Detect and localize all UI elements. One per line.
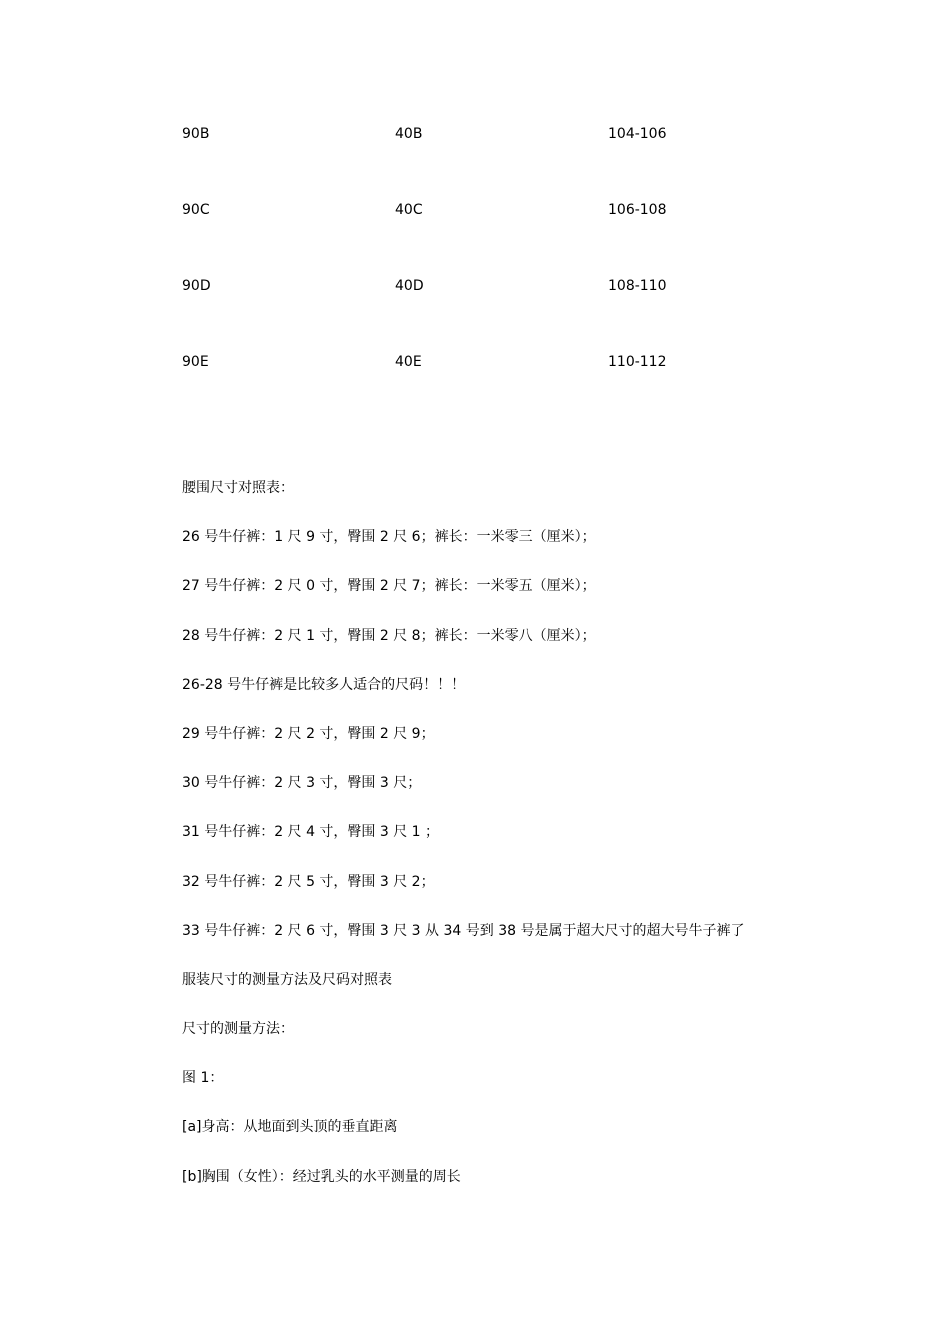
text-line: [a]身高：从地面到头顶的垂直距离 [182, 1119, 398, 1136]
table-cell: 106-108 [608, 202, 667, 218]
table-row [182, 201, 742, 277]
section-heading-measurement: 服装尺寸的测量方法及尺码对照表 [182, 971, 392, 988]
table-cell: 40B [395, 126, 423, 142]
text-line: 29 号牛仔裤：2 尺 2 寸，臀围 2 尺 9； [182, 725, 435, 742]
table-cell: 104-106 [608, 126, 667, 142]
text-line: 33 号牛仔裤：2 尺 6 寸，臀围 3 尺 3 从 34 号到 38 号是属于超大尺寸的超大号牛子裤了 [182, 922, 745, 939]
table-cell: 90C [182, 202, 210, 218]
figure-label: 图 1： [182, 1070, 224, 1087]
table-cell: 40C [395, 202, 423, 218]
text-line: 27 号牛仔裤：2 尺 0 寸，臀围 2 尺 7；裤长：一米零五（厘米）； [182, 578, 596, 595]
table-cell: 40D [395, 278, 424, 294]
text-line: 31 号牛仔裤：2 尺 4 寸，臀围 3 尺 1 ； [182, 824, 440, 841]
text-line: 32 号牛仔裤：2 尺 5 寸，臀围 3 尺 2； [182, 873, 435, 890]
table-cell: 108-110 [608, 278, 667, 294]
document-body [182, 479, 802, 1217]
text-line: 尺寸的测量方法： [182, 1021, 294, 1038]
table-row [182, 353, 742, 429]
text-line: 26 号牛仔裤：1 尺 9 寸，臀围 2 尺 6；裤长：一米零三（厘米）； [182, 529, 596, 546]
table-row [182, 125, 742, 201]
text-line: 30 号牛仔裤：2 尺 3 寸，臀围 3 尺； [182, 775, 422, 792]
size-table [182, 125, 742, 429]
text-line: 28 号牛仔裤：2 尺 1 寸，臀围 2 尺 8；裤长：一米零八（厘米）； [182, 627, 596, 644]
table-cell: 90E [182, 354, 209, 370]
text-line: [b]胸围（女性）：经过乳头的水平测量的周长 [182, 1168, 461, 1185]
table-cell: 110-112 [608, 354, 667, 370]
table-cell: 40E [395, 354, 422, 370]
table-cell: 90D [182, 278, 211, 294]
table-row [182, 277, 742, 353]
table-cell: 90B [182, 126, 210, 142]
section-heading-waist: 腰围尺寸对照表： [182, 480, 294, 496]
text-line: 26-28 号牛仔裤是比较多人适合的尺码！！！ [182, 676, 466, 693]
